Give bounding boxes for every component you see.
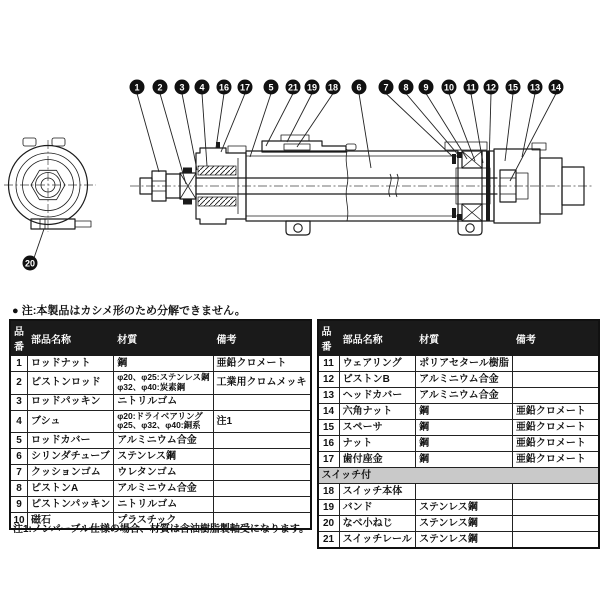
cell-no: 12 — [318, 372, 340, 388]
cell-remark — [512, 532, 599, 549]
port-boss — [228, 146, 246, 153]
cell-name: ロッドナット — [28, 356, 114, 372]
balloon-20 — [23, 229, 45, 271]
leader-line — [510, 94, 556, 182]
part-row — [318, 452, 599, 468]
cell-mat: ニトリルゴム — [114, 497, 213, 513]
top-tab-right — [52, 138, 65, 146]
balloon-14 — [507, 80, 564, 182]
cell-remark — [213, 394, 311, 410]
balloon-number: 21 — [287, 82, 299, 93]
cell-name: なべ小ねじ — [339, 516, 416, 532]
part-row — [318, 372, 599, 388]
bush-hatch-top — [198, 166, 236, 175]
foot-hole — [466, 224, 474, 232]
cell-name: ピストンA — [28, 481, 114, 497]
cell-remark — [512, 484, 599, 500]
cell-no: 1 — [10, 356, 28, 372]
cell-mat: プラスチック — [114, 513, 213, 530]
cell-remark — [213, 481, 311, 497]
cell-no: 7 — [10, 465, 28, 481]
cell-no: 15 — [318, 420, 340, 436]
cell-mat: 鋼 — [114, 356, 213, 372]
column-header: 材質 — [416, 320, 513, 356]
balloon-16 — [216, 80, 232, 149]
leader-line — [182, 94, 197, 171]
cell-name: ナット — [339, 436, 416, 452]
leader-line — [221, 94, 245, 153]
cell-no: 16 — [318, 436, 340, 452]
balloon-5 — [250, 80, 279, 158]
cell-name: 歯付座金 — [339, 452, 416, 468]
balloon-number: 13 — [529, 82, 541, 93]
leader-line — [522, 94, 535, 158]
cell-mat: ウレタンゴム — [114, 465, 213, 481]
column-header: 部品名称 — [28, 320, 114, 356]
cell-name: ウェアリング — [339, 356, 416, 372]
part-row — [318, 388, 599, 404]
top-tab-left — [23, 138, 36, 146]
cell-remark: 注1 — [213, 410, 311, 433]
cell-remark: 亜鉛クロメート — [512, 404, 599, 420]
cell-mat: ステンレス鋼 — [416, 532, 513, 549]
balloon-number: 2 — [157, 82, 163, 93]
parts-table-right — [317, 319, 600, 549]
section-label: スイッチ付 — [318, 468, 599, 484]
balloon-number: 3 — [179, 82, 185, 93]
cell-name: 磁石 — [28, 513, 114, 530]
cushion-rubber-top — [452, 154, 456, 164]
cell-remark: 亜鉛クロメート — [213, 356, 311, 372]
leader-line — [137, 94, 159, 173]
leader-line — [386, 94, 452, 157]
cell-mat: 鋼 — [416, 452, 513, 468]
header-row — [318, 320, 599, 356]
column-header: 品番 — [10, 320, 28, 356]
cell-mat: アルミニウム合金 — [416, 372, 513, 388]
cell-name: スイッチレール — [339, 532, 416, 549]
part-row — [318, 356, 599, 372]
parts-table-left — [9, 319, 312, 530]
cell-remark: 亜鉛クロメート — [512, 420, 599, 436]
cell-remark — [213, 497, 311, 513]
balloon-number: 7 — [383, 82, 389, 93]
leader-line — [250, 94, 271, 158]
part-row — [318, 404, 599, 420]
balloon-number: 6 — [356, 82, 362, 93]
part-row — [10, 465, 311, 481]
part-row — [10, 481, 311, 497]
balloon-number: 10 — [443, 82, 455, 93]
cell-no: 20 — [318, 516, 340, 532]
mounting-foot-right — [458, 221, 482, 235]
balloon-number: 5 — [268, 82, 274, 93]
leader-line — [426, 94, 467, 160]
cell-mat: アルミニウム合金 — [114, 433, 213, 449]
cell-remark: 亜鉛クロメート — [512, 436, 599, 452]
cell-mat — [416, 484, 513, 500]
balloon-number: 4 — [199, 82, 205, 93]
balloon-number: 12 — [485, 82, 497, 93]
cell-mat: ステンレス鋼 — [416, 516, 513, 532]
cell-name: シリンダチューブ — [28, 449, 114, 465]
cell-remark — [213, 449, 311, 465]
cell-remark — [512, 516, 599, 532]
cell-no: 13 — [318, 388, 340, 404]
cushion-rubber-bottom — [452, 208, 456, 218]
column-header: 部品名称 — [339, 320, 416, 356]
column-header: 品番 — [318, 320, 340, 356]
leader-line — [297, 94, 333, 148]
part-row — [10, 372, 311, 395]
part-row — [10, 410, 311, 433]
cell-mat: アルミニウム合金 — [416, 388, 513, 404]
mounting-foot-left — [286, 221, 310, 235]
cell-name: スペーサ — [339, 420, 416, 436]
part-row — [318, 436, 599, 452]
column-header: 備考 — [213, 320, 311, 356]
leader-line — [216, 94, 224, 149]
cell-name: スイッチ本体 — [339, 484, 416, 500]
cell-mat: アルミニウム合金 — [114, 481, 213, 497]
balloon-number: 17 — [239, 82, 251, 93]
column-header: 備考 — [512, 320, 599, 356]
cell-remark — [512, 356, 599, 372]
leader-line — [202, 94, 207, 167]
rod-cover — [196, 142, 246, 224]
cell-name: クッションゴム — [28, 465, 114, 481]
balloon-number: 18 — [327, 82, 339, 93]
cell-no: 6 — [10, 449, 28, 465]
cell-name: ヘッドカバー — [339, 388, 416, 404]
balloon-number: 1 — [134, 82, 140, 93]
cell-no: 18 — [318, 484, 340, 500]
cell-name: ロッドカバー — [28, 433, 114, 449]
balloon-12 — [484, 80, 499, 167]
balloon-number: 11 — [466, 82, 476, 93]
cell-no: 14 — [318, 404, 340, 420]
cell-mat: ステンレス鋼 — [416, 500, 513, 516]
part-row — [318, 516, 599, 532]
balloon-number: 8 — [403, 82, 409, 93]
side-view — [130, 135, 592, 235]
cell-no: 17 — [318, 452, 340, 468]
balloon-number: 9 — [423, 82, 429, 93]
bracket-arm — [75, 221, 91, 227]
leader-line — [359, 94, 371, 169]
part-row — [318, 420, 599, 436]
cell-remark — [213, 465, 311, 481]
part-row — [10, 394, 311, 410]
cell-mat: 鋼 — [416, 420, 513, 436]
part-row — [10, 497, 311, 513]
cell-mat: 鋼 — [416, 404, 513, 420]
piston-rod — [196, 174, 497, 197]
cell-remark: 工業用クロムメッキ — [213, 372, 311, 395]
switch-rail — [262, 135, 356, 152]
cell-no: 21 — [318, 532, 340, 549]
cell-mat: ポリアセタール樹脂 — [416, 356, 513, 372]
parts-tables — [9, 319, 600, 549]
cell-name: ブシュ — [28, 410, 114, 433]
part-row — [10, 449, 311, 465]
cell-remark — [512, 388, 599, 404]
end-view — [4, 138, 96, 232]
balloon-6 — [352, 80, 372, 169]
cell-name: ピストンロッド — [28, 372, 114, 395]
cell-mat: φ20:ドライベアリング φ25、φ32、φ40:銅系 — [114, 410, 213, 433]
disassembly-note: ● 注:本製品はカシメ形のため分解できません。 — [12, 305, 246, 317]
foot-hole — [294, 224, 302, 232]
leader-line — [505, 94, 513, 162]
leader-line — [471, 94, 483, 164]
balloon-number: 15 — [507, 82, 519, 93]
cell-no: 8 — [10, 481, 28, 497]
part-row — [318, 484, 599, 500]
bush-hatch-bottom — [198, 197, 236, 206]
cell-remark — [512, 372, 599, 388]
part-row — [318, 532, 599, 549]
cell-no: 5 — [10, 433, 28, 449]
cell-remark: 亜鉛クロメート — [512, 452, 599, 468]
balloon-number: 19 — [306, 82, 318, 93]
rail-tail — [346, 144, 356, 150]
cell-name: ロッドパッキン — [28, 394, 114, 410]
cell-mat: φ20、φ25:ステンレス鋼 φ32、φ40:炭素鋼 — [114, 372, 213, 395]
section-row — [318, 468, 599, 484]
material-footnote: 注1:ノンパーブル仕様の場合、材質は含油樹脂製軸受になります。 — [13, 524, 310, 535]
leader-line — [406, 94, 460, 158]
cell-no: 2 — [10, 372, 28, 395]
part-row — [10, 356, 311, 372]
balloon-number: 14 — [550, 82, 562, 93]
column-header: 材質 — [114, 320, 213, 356]
cell-no: 11 — [318, 356, 340, 372]
cell-no: 19 — [318, 500, 340, 516]
part-row — [10, 433, 311, 449]
cell-name: バンド — [339, 500, 416, 516]
balloon-number: 20 — [24, 258, 36, 269]
cell-name: ピストンパッキン — [28, 497, 114, 513]
header-row — [10, 320, 311, 356]
cell-mat: ニトリルゴム — [114, 394, 213, 410]
cell-no: 9 — [10, 497, 28, 513]
cell-remark — [512, 500, 599, 516]
cell-remark — [213, 433, 311, 449]
cell-name: ピストンB — [339, 372, 416, 388]
cell-name: 六角ナット — [339, 404, 416, 420]
cell-mat: 鋼 — [416, 436, 513, 452]
cell-no: 4 — [10, 410, 28, 433]
cell-no: 10 — [10, 513, 28, 530]
balloon-1 — [130, 80, 163, 173]
cell-no: 3 — [10, 394, 28, 410]
cell-mat: ステンレス鋼 — [114, 449, 213, 465]
part-row — [318, 500, 599, 516]
balloon-number: 16 — [218, 82, 230, 93]
